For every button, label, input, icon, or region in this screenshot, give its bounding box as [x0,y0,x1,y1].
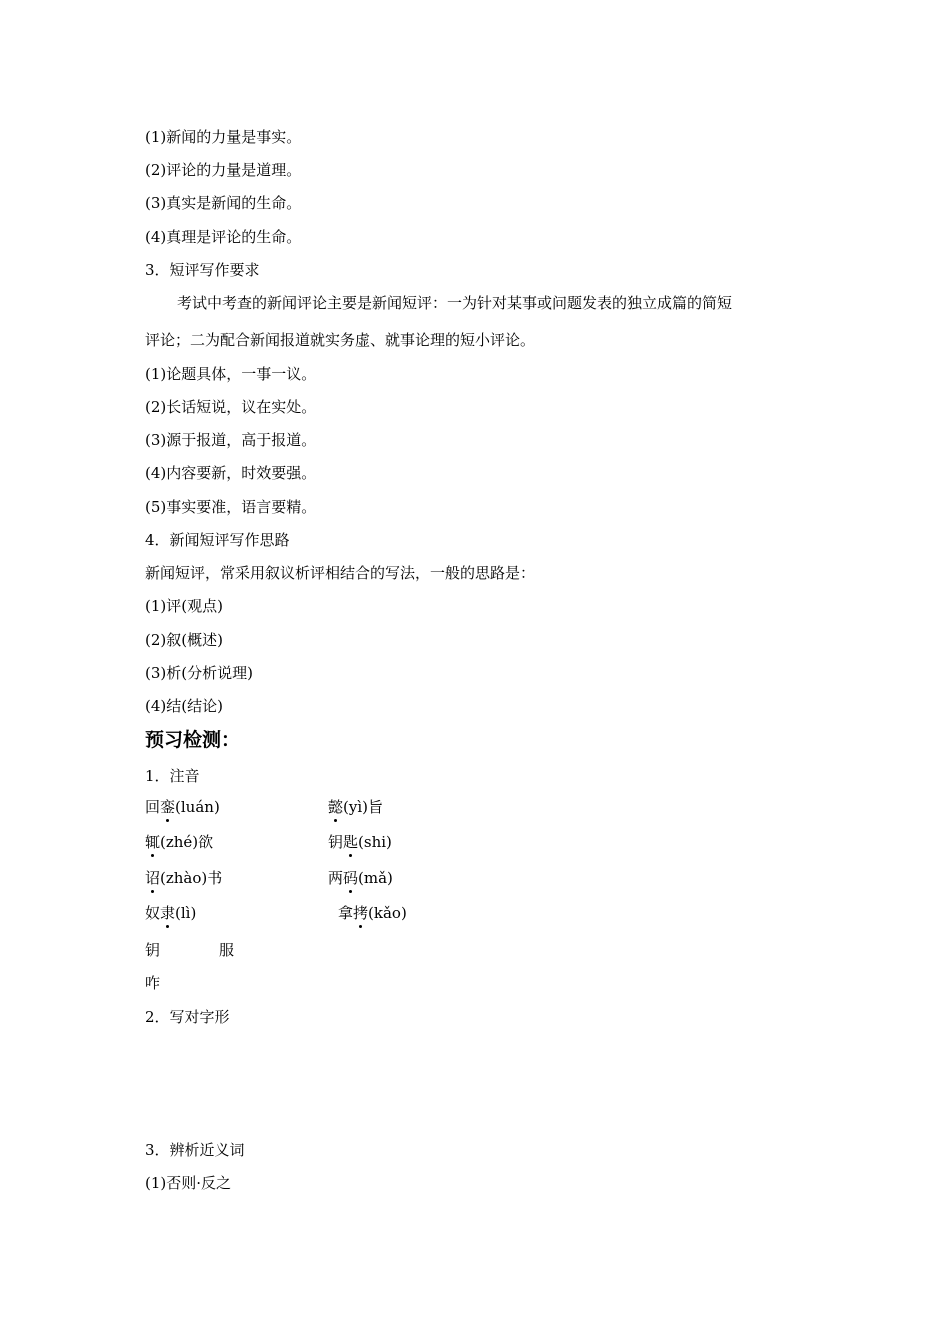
pinyin-row-3-left: 诏(zhào)书 [145,869,223,887]
emphasis-char: 匙 [343,833,359,851]
extra-char-3: 咋 [145,974,161,992]
power-item-4: (4)真理是评论的生命。 [145,228,302,246]
synonym-item-1: (1)否则·反之 [145,1174,232,1192]
synonym-title: 3．辨析近义词 [145,1141,245,1159]
requirement-item-3: (3)源于报道，高于报道。 [145,431,317,449]
power-item-2: (2)评论的力量是道理。 [145,161,302,179]
thinking-item-1: (1)评(观点) [145,597,223,615]
pinyin-row-2-left: 辄(zhé)欲 [145,833,214,851]
emphasis-char: 拷 [353,904,369,922]
writing-title: 2．写对字形 [145,1008,230,1026]
requirement-item-4: (4)内容要新，时效要强。 [145,464,317,482]
emphasis-char: 辄 [145,833,161,851]
pinyin-row-4-left: 奴隶(lì) [145,904,197,922]
thinking-item-3: (3)析(分析说理) [145,664,253,682]
pinyin-title: 1．注音 [145,767,200,785]
pinyin-row-1-left: 回銮(luán) [145,798,220,816]
pinyin-row-4-right: 拿拷(kǎo) [338,904,407,922]
power-item-3: (3)真实是新闻的生命。 [145,194,302,212]
extra-char-2: 服 [219,941,235,959]
preview-heading: 预习检测： [145,729,241,751]
pinyin-row-2-right: 钥匙(shi) [328,833,392,851]
pinyin-row-1-right: 懿(yì)旨 [328,798,383,816]
requirement-item-5: (5)事实要准，语言要精。 [145,498,317,516]
requirements-title: 3．短评写作要求 [145,261,260,279]
thinking-title: 4．新闻短评写作思路 [145,531,290,549]
emphasis-char: 懿 [328,798,344,816]
emphasis-char: 诏 [145,869,161,887]
thinking-item-2: (2)叙(概述) [145,631,223,649]
requirements-intro-line-2: 评论；二为配合新闻报道就实务虚、就事论理的短小评论。 [145,331,536,349]
thinking-intro: 新闻短评，常采用叙议析评相结合的写法，一般的思路是： [145,564,536,582]
requirement-item-2: (2)长话短说，议在实处。 [145,398,317,416]
emphasis-char: 码 [343,869,359,887]
emphasis-char: 隶 [160,904,176,922]
requirement-item-1: (1)论题具体，一事一议。 [145,365,317,383]
requirements-intro-line-1: 考试中考查的新闻评论主要是新闻短评：一为针对某事或问题发表的独立成篇的简短 [177,294,733,312]
extra-char-1: 钥 [145,941,161,959]
power-item-1: (1)新闻的力量是事实。 [145,128,302,146]
thinking-item-4: (4)结(结论) [145,697,223,715]
emphasis-char: 銮 [160,798,176,816]
pinyin-row-3-right: 两码(mǎ) [328,869,393,887]
